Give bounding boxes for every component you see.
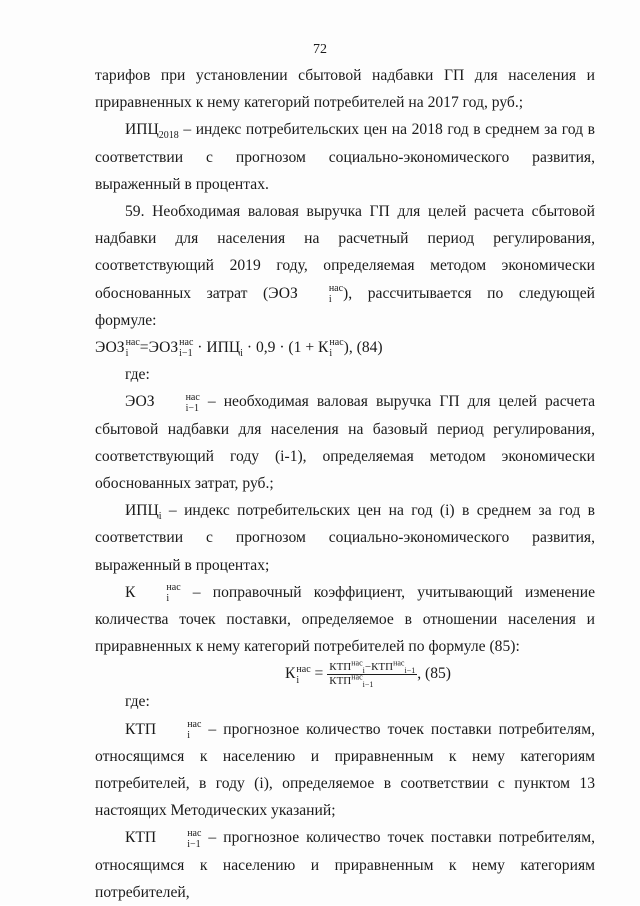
f84-lhs-sup: нас — [125, 337, 140, 349]
f85-numerator — [327, 658, 417, 676]
document-body — [95, 62, 595, 906]
paragraph-ktp-prev — [95, 824, 595, 906]
script-eoz — [299, 283, 343, 305]
paragraph-59-text: 59. Необходимая валовая выручка ГП для целей расчета сбытовой надбавки для населения на расчетный период регулирования, соответствующий 2019 году, определяемая методом экономически обоснованных затрат (ЭОЗ — [95, 203, 595, 302]
script-k — [136, 582, 180, 604]
paragraph-eoz-prev-text: – необходимая валовая выручка ГП для целей расчета сбытовой надбавки для населения на базовый период регулирования, соответствующий году (i-1), определяемая методом экономически обоснованных затрат, руб.; — [95, 393, 595, 493]
f84-rhs1: ЭОЗ — [148, 339, 179, 357]
p6-sub: i — [166, 593, 170, 605]
f85-den-sub: i−1 — [362, 680, 374, 690]
where-label-1: где: — [125, 366, 150, 384]
f84-ipc-sub: i — [240, 348, 243, 360]
f85-den: КТП — [329, 675, 352, 688]
f85-num-b-sup: нас — [393, 658, 405, 668]
symbol-ipc: ИПЦ — [125, 121, 159, 139]
f84-rhs1-sub: i−1 — [179, 348, 193, 360]
symbol-ipc-i: ИПЦ — [125, 502, 159, 520]
f85-lhs-sub: i — [296, 674, 300, 686]
f85-lhs-script — [296, 664, 310, 686]
p7-sup: нас — [187, 719, 202, 731]
f84-mult2: · 0,9 · (1 + К — [242, 339, 329, 357]
f84-k-sub: i — [329, 348, 333, 360]
f85-num-a-sub: i — [362, 666, 365, 676]
paragraph-ktp-prev-text: – прогнозное количество точек поставки потребителям, относящимся к населению и приравненным к нему категориям потребителей, — [95, 829, 595, 901]
f85-fraction — [327, 658, 417, 690]
paragraph-ktp-i-text: – прогнозное количество точек поставки потребителям, относящимся к населению и приравненным к нему категориям потребителей, в году (i), определяемое в соответствии с пунктом 13 настоящих Методических указаний; — [95, 720, 595, 820]
p4-sup: нас — [185, 391, 200, 403]
f84-k-sup: нас — [329, 337, 344, 349]
script-eoz-prev — [156, 392, 200, 414]
f85-num-minus: −КТП — [364, 661, 394, 674]
f85-label: , (85) — [417, 665, 451, 683]
f85-num-a: КТП — [329, 661, 352, 674]
paragraph-59 — [95, 198, 595, 334]
subscript-i: i — [328, 294, 332, 306]
paragraph-ipc-2018-text: – индекс потребительских цен на 2018 год в среднем за год в соответствии с прогнозом социально-экономического развития, выраженный в процентах. — [95, 121, 595, 193]
paragraph-ipc-i — [95, 497, 595, 579]
p7-sub: i — [187, 730, 190, 742]
paragraph-tariffs: тарифов при установлении сбытовой надбавки ГП для населения и приравненных к нему категорий потребителей на 2017 год, руб.; — [95, 67, 595, 112]
p5-sub: i — [158, 511, 162, 523]
f85-num-a-sup: нас — [351, 658, 363, 668]
superscript-nas: нас — [328, 283, 344, 295]
paragraph-k-nas — [95, 579, 595, 661]
f84-close: ), (84) — [343, 339, 383, 357]
paragraph-eoz-prev — [95, 388, 595, 497]
f84-k-script — [329, 337, 343, 359]
f84-lhs-script — [126, 337, 140, 359]
f85-denominator — [327, 672, 417, 690]
formula-84 — [95, 334, 595, 361]
paragraph-59-end: ), рассчитывается по следующей формуле: — [95, 284, 596, 329]
f85-eq: = — [310, 665, 328, 683]
f85-lhs: К — [285, 665, 296, 683]
paragraph-ktp-i — [95, 716, 595, 825]
f85-den-sup: нас — [351, 672, 363, 682]
script-ktp-i — [157, 719, 201, 741]
f85-num-b-sub: i−1 — [404, 666, 416, 676]
p4-sub: i−1 — [185, 402, 199, 414]
paragraph-ipc-i-text: – индекс потребительских цен на год (i) в среднем за год в соответствии с прогнозом социально-экономического развития, выраженный в процентах; — [95, 502, 595, 574]
page-number: 72 — [313, 42, 327, 57]
paragraph-ipc-2018 — [95, 116, 595, 198]
f84-rhs1-sup: нас — [179, 337, 194, 349]
symbol-k: К — [125, 583, 136, 601]
symbol-eoz: ЭОЗ — [125, 393, 155, 411]
where-label-2: где: — [125, 693, 150, 711]
f84-eq: = — [139, 339, 149, 357]
script-ktp-prev — [157, 828, 201, 850]
f84-lhs-sub: i — [125, 348, 129, 360]
p8-sup: нас — [187, 827, 202, 839]
symbol-ktp-i: КТП — [125, 720, 157, 738]
formula-85 — [95, 660, 595, 688]
subscript-2018: 2018 — [158, 130, 179, 142]
f85-lhs-sup: нас — [296, 663, 311, 675]
paragraph-k-nas-text: – поправочный коэффициент, учитывающий изменение количества точек поставки, определяемое в отношении населения и приравненных к нему категорий потребителей по формуле (85): — [95, 583, 595, 656]
p8-sub: i−1 — [187, 838, 201, 850]
f84-rhs1-script — [179, 337, 193, 359]
symbol-ktp-prev: КТП — [125, 829, 157, 847]
p6-sup: нас — [166, 582, 181, 594]
f84-lhs: ЭОЗ — [95, 339, 125, 357]
f84-mult1: · ИПЦ — [193, 339, 241, 357]
